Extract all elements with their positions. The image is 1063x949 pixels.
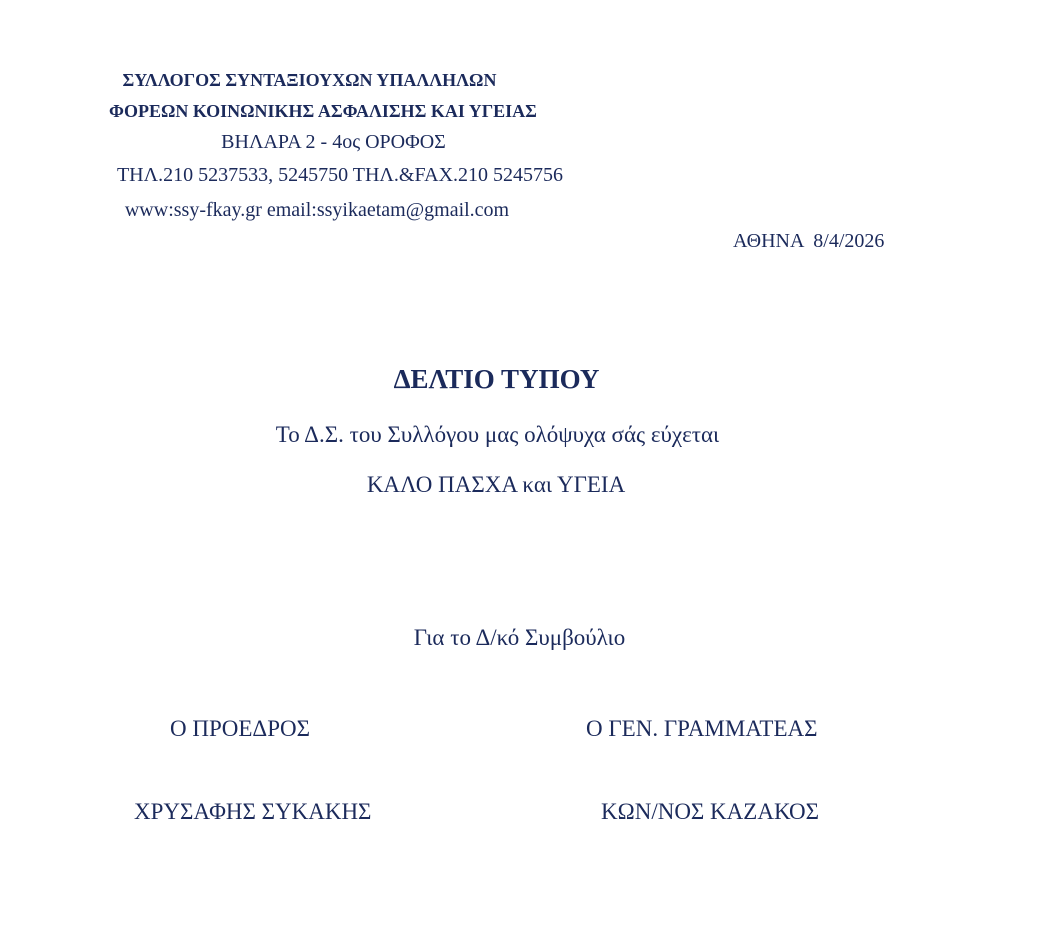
president-name: ΧΡΥΣΑΦΗΣ ΣΥΚΑΚΗΣ: [134, 799, 372, 824]
board-signoff: Για το Δ/κό Συμβούλιο: [413, 625, 626, 650]
organization-name-line2: ΦΟΡΕΩΝ ΚΟΙΝΩΝΙΚΗΣ ΑΣΦΑΛΙΣΗΣ ΚΑΙ ΥΓΕΙΑΣ: [109, 101, 537, 121]
wishes-text: ΚΑΛΟ ΠΑΣΧΑ και ΥΓΕΙΑ: [366, 472, 626, 497]
president-title: Ο ΠΡΟΕΔΡΟΣ: [170, 716, 310, 741]
document-date: ΑΘΗΝΑ 8/4/2026: [733, 230, 885, 252]
secretary-title: Ο ΓΕΝ. ΓΡΑΜΜΑΤΕΑΣ: [586, 716, 818, 741]
secretary-name: ΚΩΝ/ΝΟΣ ΚΑΖΑΚΟΣ: [601, 799, 819, 824]
organization-name-line1: ΣΥΛΛΟΓΟΣ ΣΥΝΤΑΞΙΟΥΧΩΝ ΥΠΑΛΛΗΛΩΝ: [122, 70, 497, 90]
organization-address: ΒΗΛΑΡΑ 2 - 4ος ΟΡΟΦΟΣ: [221, 131, 446, 153]
organization-phones: ΤΗΛ.210 5237533, 5245750 ΤΗΛ.&FAX.210 5245756: [116, 164, 564, 186]
greeting-text: Το Δ.Σ. του Συλλόγου μας ολόψυχα σάς εύχεται: [275, 422, 720, 447]
press-release-title: ΔΕΛΤΙΟ ΤΥΠΟΥ: [393, 364, 600, 394]
organization-web-email: www:ssy-fkay.gr email:ssyikaetam@gmail.com: [124, 199, 510, 221]
